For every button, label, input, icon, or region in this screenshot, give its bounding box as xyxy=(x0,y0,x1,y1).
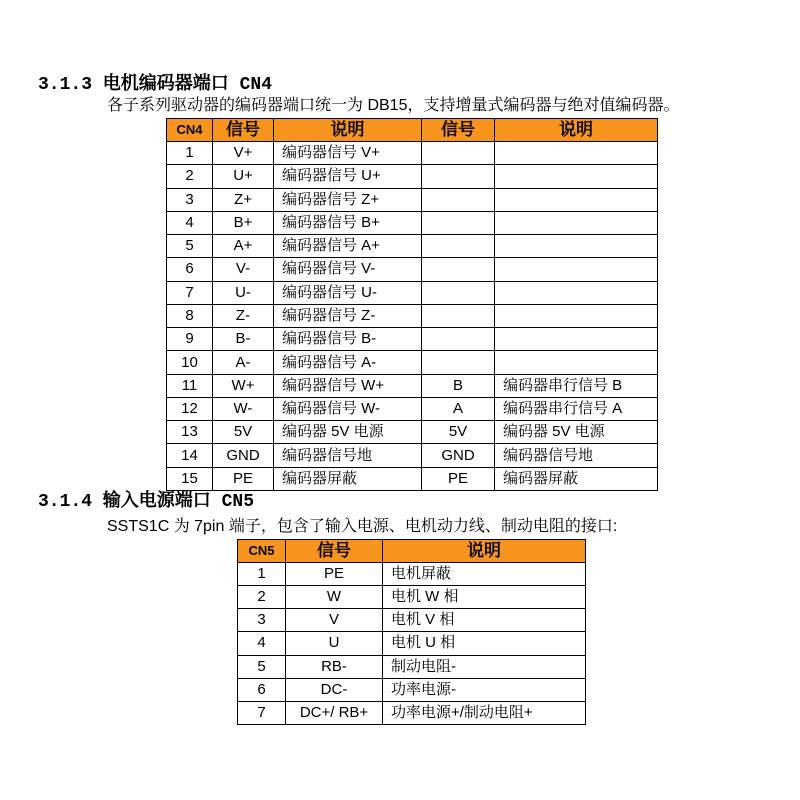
alt-signal-description xyxy=(495,258,658,281)
section-heading-cn4: 3.1.3 电机编码器端口 CN4 xyxy=(38,75,273,95)
signal-name: U xyxy=(286,632,383,655)
table-row xyxy=(238,563,586,586)
pin-number: 6 xyxy=(167,258,213,281)
section-intro-cn4: 各子系列驱动器的编码器端口统一为 DB15，支持增量式编码器与绝对值编码器。 xyxy=(107,97,680,114)
alt-signal-description xyxy=(495,211,658,234)
signal-description: 功率电源- xyxy=(383,678,586,701)
signal-description: 电机 W 相 xyxy=(383,586,586,609)
alt-signal-description xyxy=(495,328,658,351)
pin-number: 15 xyxy=(167,467,213,490)
table-row xyxy=(167,258,658,281)
signal-description: 编码器信号 A- xyxy=(274,351,422,374)
table-row xyxy=(238,586,586,609)
signal-description: 编码器信号 V+ xyxy=(274,142,422,165)
signal-name: U- xyxy=(213,281,274,304)
signal-description: 编码器信号 B+ xyxy=(274,211,422,234)
pin-number: 11 xyxy=(167,374,213,397)
alt-signal-description xyxy=(495,351,658,374)
table-row xyxy=(167,421,658,444)
table-row xyxy=(167,467,658,490)
signal-name: B- xyxy=(213,328,274,351)
table-row xyxy=(167,188,658,211)
signal-name: U+ xyxy=(213,165,274,188)
table-row xyxy=(238,655,586,678)
signal-name: W xyxy=(286,586,383,609)
alt-signal-name: B xyxy=(422,374,495,397)
table-row xyxy=(167,235,658,258)
pin-number: 5 xyxy=(238,655,286,678)
signal-name: Z- xyxy=(213,304,274,327)
pin-number: 1 xyxy=(238,563,286,586)
alt-signal-description: 编码器屏蔽 xyxy=(495,467,658,490)
pin-number: 9 xyxy=(167,328,213,351)
alt-signal-name: PE xyxy=(422,467,495,490)
pin-number: 13 xyxy=(167,421,213,444)
alt-signal-description: 编码器串行信号 B xyxy=(495,374,658,397)
signal-description: 编码器信号 A+ xyxy=(274,235,422,258)
table-row xyxy=(167,165,658,188)
signal-description: 编码器信号 W- xyxy=(274,397,422,420)
signal-description: 编码器信号 U- xyxy=(274,281,422,304)
alt-signal-name: 5V xyxy=(422,421,495,444)
table-row xyxy=(167,374,658,397)
alt-signal-name xyxy=(422,328,495,351)
table-row xyxy=(238,701,586,724)
cn5-pin-table xyxy=(237,539,586,725)
alt-signal-description xyxy=(495,165,658,188)
header-description: 说明 xyxy=(274,119,422,142)
signal-description: 电机 V 相 xyxy=(383,609,586,632)
header-signal: 信号 xyxy=(286,540,383,563)
signal-description: 制动电阻- xyxy=(383,655,586,678)
table-row xyxy=(167,351,658,374)
pin-number: 3 xyxy=(238,609,286,632)
pin-number: 10 xyxy=(167,351,213,374)
pin-number: 8 xyxy=(167,304,213,327)
table-row xyxy=(167,281,658,304)
table-row xyxy=(167,328,658,351)
pin-number: 3 xyxy=(167,188,213,211)
signal-description: 编码器信号 U+ xyxy=(274,165,422,188)
signal-name: Z+ xyxy=(213,188,274,211)
pin-number: 4 xyxy=(238,632,286,655)
pin-number: 7 xyxy=(238,701,286,724)
signal-name: W- xyxy=(213,397,274,420)
section-intro-cn5: SSTS1C 为 7pin 端子，包含了输入电源、电机动力线、制动电阻的接口: xyxy=(107,518,618,535)
pin-number: 7 xyxy=(167,281,213,304)
signal-name: 5V xyxy=(213,421,274,444)
section-heading-cn5: 3.1.4 输入电源端口 CN5 xyxy=(38,492,255,512)
alt-signal-description xyxy=(495,304,658,327)
alt-signal-description xyxy=(495,142,658,165)
table-row xyxy=(238,678,586,701)
alt-signal-description: 编码器串行信号 A xyxy=(495,397,658,420)
header-port: CN4 xyxy=(167,119,213,142)
table-row xyxy=(167,211,658,234)
alt-signal-name xyxy=(422,211,495,234)
pin-number: 2 xyxy=(167,165,213,188)
pin-number: 5 xyxy=(167,235,213,258)
header-alt-description: 说明 xyxy=(495,119,658,142)
table-row xyxy=(167,444,658,467)
signal-name: A- xyxy=(213,351,274,374)
signal-name: PE xyxy=(286,563,383,586)
alt-signal-name xyxy=(422,165,495,188)
signal-description: 编码器信号 Z+ xyxy=(274,188,422,211)
alt-signal-description: 编码器信号地 xyxy=(495,444,658,467)
table-header-row xyxy=(238,540,586,563)
pin-number: 12 xyxy=(167,397,213,420)
header-alt-signal: 信号 xyxy=(422,119,495,142)
signal-name: A+ xyxy=(213,235,274,258)
signal-description: 功率电源+/制动电阻+ xyxy=(383,701,586,724)
alt-signal-name: GND xyxy=(422,444,495,467)
signal-name: W+ xyxy=(213,374,274,397)
signal-description: 电机 U 相 xyxy=(383,632,586,655)
alt-signal-name xyxy=(422,258,495,281)
signal-name: DC- xyxy=(286,678,383,701)
pin-number: 4 xyxy=(167,211,213,234)
table-row xyxy=(238,632,586,655)
alt-signal-name: A xyxy=(422,397,495,420)
signal-description: 编码器屏蔽 xyxy=(274,467,422,490)
signal-name: PE xyxy=(213,467,274,490)
table-row xyxy=(238,609,586,632)
table-header-row xyxy=(167,119,658,142)
header-signal: 信号 xyxy=(213,119,274,142)
pin-number: 1 xyxy=(167,142,213,165)
alt-signal-description xyxy=(495,281,658,304)
signal-name: V xyxy=(286,609,383,632)
header-description: 说明 xyxy=(383,540,586,563)
signal-name: V+ xyxy=(213,142,274,165)
table-row xyxy=(167,142,658,165)
signal-description: 电机屏蔽 xyxy=(383,563,586,586)
table-row xyxy=(167,304,658,327)
header-port: CN5 xyxy=(238,540,286,563)
signal-description: 编码器信号 W+ xyxy=(274,374,422,397)
alt-signal-description xyxy=(495,235,658,258)
signal-name: GND xyxy=(213,444,274,467)
cn4-pin-table xyxy=(166,118,658,491)
signal-description: 编码器信号 B- xyxy=(274,328,422,351)
signal-name: B+ xyxy=(213,211,274,234)
signal-name: DC+/ RB+ xyxy=(286,701,383,724)
signal-name: V- xyxy=(213,258,274,281)
alt-signal-description xyxy=(495,188,658,211)
signal-name: RB- xyxy=(286,655,383,678)
alt-signal-name xyxy=(422,188,495,211)
signal-description: 编码器信号 V- xyxy=(274,258,422,281)
alt-signal-description: 编码器 5V 电源 xyxy=(495,421,658,444)
pin-number: 6 xyxy=(238,678,286,701)
alt-signal-name xyxy=(422,351,495,374)
table-row xyxy=(167,397,658,420)
signal-description: 编码器 5V 电源 xyxy=(274,421,422,444)
pin-number: 2 xyxy=(238,586,286,609)
signal-description: 编码器信号地 xyxy=(274,444,422,467)
pin-number: 14 xyxy=(167,444,213,467)
alt-signal-name xyxy=(422,304,495,327)
signal-description: 编码器信号 Z- xyxy=(274,304,422,327)
alt-signal-name xyxy=(422,281,495,304)
alt-signal-name xyxy=(422,235,495,258)
alt-signal-name xyxy=(422,142,495,165)
